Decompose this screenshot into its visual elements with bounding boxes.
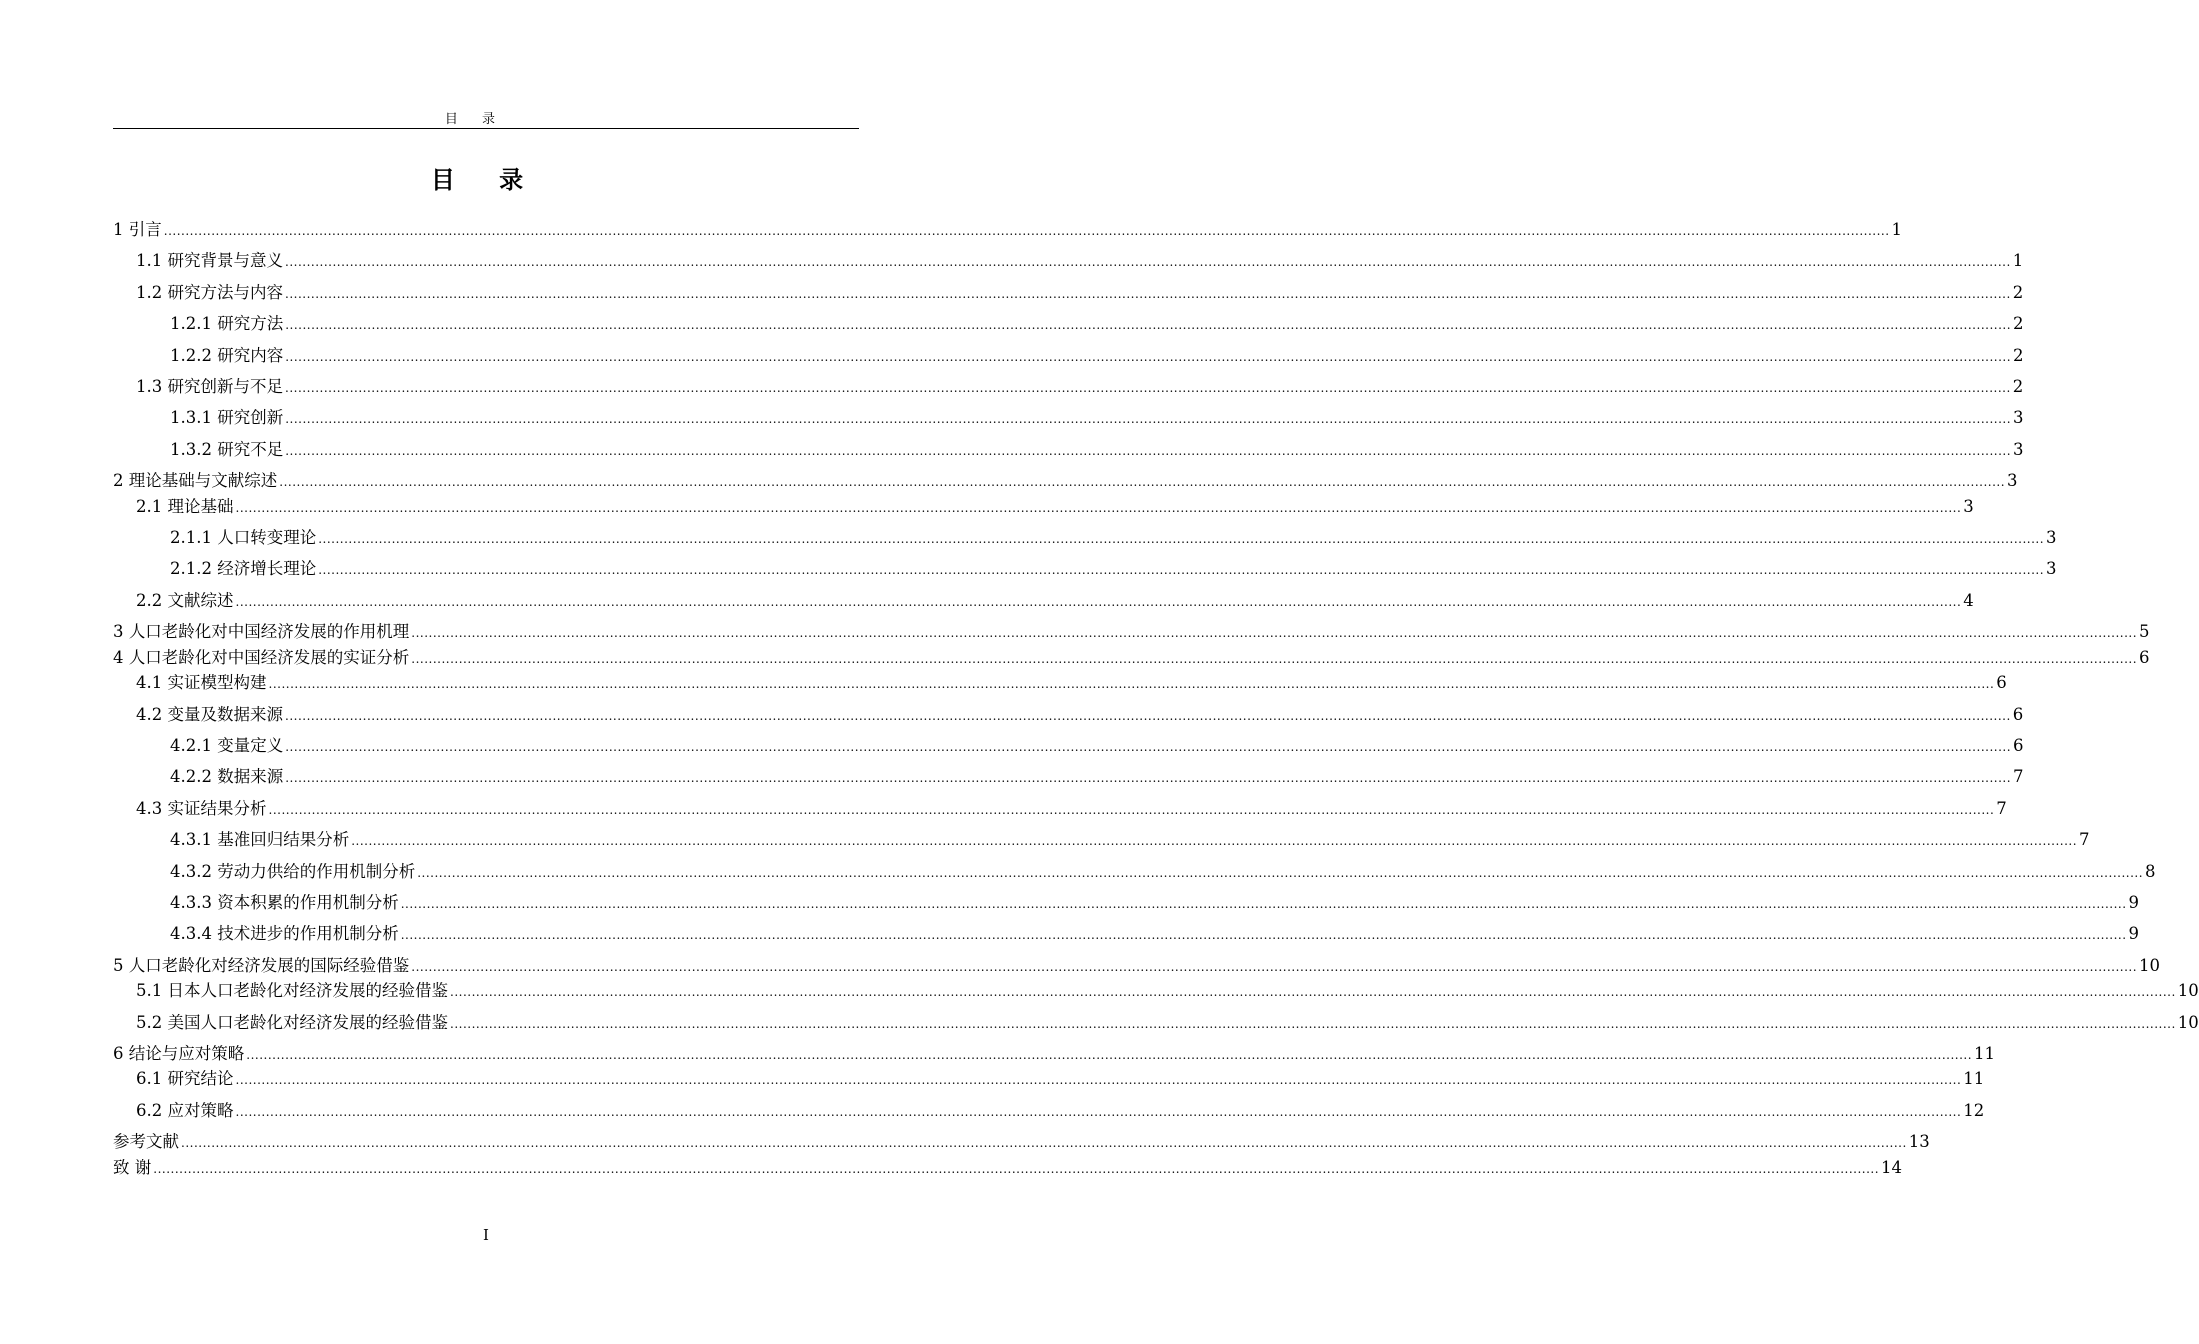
toc-leader-dots: ................................................................................................................................................................................................................................................................................................................................................................................................................ — [153, 1161, 1880, 1176]
toc-entry-label: 6.2 应对策略 — [136, 1100, 234, 1120]
toc-entry-label: 致 谢 — [113, 1157, 152, 1177]
toc-entry-page: 6 — [2139, 647, 2150, 667]
toc-leader-dots: ................................................................................................................................................................................................................................................................................................................................................................................................................ — [163, 224, 1890, 238]
toc-entry[interactable] — [113, 1097, 1985, 1128]
toc-entry-label: 5.1 日本人口老龄化对经济发展的经验借鉴 — [136, 981, 448, 1001]
toc-leader-dots: ................................................................................................................................................................................................................................................................................................................................................................................................................ — [268, 677, 1995, 692]
toc-leader-dots: ................................................................................................................................................................................................................................................................................................................................................................................................................ — [450, 1016, 2176, 1031]
toc-leader-dots: ................................................................................................................................................................................................................................................................................................................................................................................................................ — [400, 896, 2127, 911]
toc-entry-page: 3 — [2046, 528, 2057, 548]
toc-entry[interactable] — [113, 763, 2024, 794]
toc-entry[interactable] — [113, 436, 2024, 467]
toc-entry-page: 7 — [2079, 830, 2090, 850]
toc-entry[interactable] — [113, 1128, 1930, 1154]
toc-entry-page: 7 — [2013, 767, 2024, 787]
toc-leader-dots: ................................................................................................................................................................................................................................................................................................................................................................................................................ — [411, 651, 2138, 666]
toc-entry[interactable] — [113, 467, 2018, 493]
toc-entry-page: 3 — [2013, 408, 2024, 428]
toc-leader-dots: ................................................................................................................................................................................................................................................................................................................................................................................................................ — [285, 412, 2012, 427]
toc-entry-page: 6 — [2013, 735, 2024, 755]
toc-leader-dots: ................................................................................................................................................................................................................................................................................................................................................................................................................ — [411, 959, 2138, 974]
toc-entry-page: 10 — [2177, 981, 2199, 1001]
toc-entry[interactable] — [113, 1040, 1996, 1066]
toc-entry-label: 5 人口老龄化对经济发展的国际经验借鉴 — [113, 955, 410, 975]
toc-entry[interactable] — [113, 858, 2156, 889]
header-rule — [113, 128, 859, 129]
toc-entry-label: 1.3.2 研究不足 — [170, 439, 284, 459]
toc-entry-label: 6 结论与应对策略 — [113, 1043, 245, 1063]
toc-entry-page: 2 — [2012, 282, 2024, 302]
toc-entry[interactable] — [113, 247, 2024, 278]
toc-entry[interactable] — [113, 555, 2057, 586]
toc-leader-dots: ................................................................................................................................................................................................................................................................................................................................................................................................................ — [285, 771, 2012, 786]
toc-leader-dots: ................................................................................................................................................................................................................................................................................................................................................................................................................ — [417, 865, 2144, 880]
toc-entry[interactable] — [113, 618, 2150, 644]
toc-leader-dots: ................................................................................................................................................................................................................................................................................................................................................................................................................ — [400, 928, 2127, 943]
toc-leader-dots: ................................................................................................................................................................................................................................................................................................................................................................................................................ — [235, 594, 1962, 609]
toc-entry[interactable] — [113, 1009, 2199, 1040]
toc-entry-page: 12 — [1963, 1100, 1985, 1120]
toc-entry[interactable] — [113, 952, 2161, 978]
toc-entry-label: 2.1 理论基础 — [136, 496, 234, 516]
toc-entry-page: 10 — [2177, 1012, 2199, 1032]
toc-entry-page: 5 — [2139, 622, 2150, 642]
toc-entry-label: 4.2.2 数据来源 — [170, 767, 284, 787]
toc-leader-dots: ................................................................................................................................................................................................................................................................................................................................................................................................................ — [285, 739, 2012, 754]
toc-entry[interactable] — [113, 644, 2150, 670]
toc-entry-label: 4.3.4 技术进步的作用机制分析 — [170, 924, 399, 944]
toc-entry-label: 1.2.1 研究方法 — [170, 314, 284, 334]
toc-entry[interactable] — [113, 977, 2199, 1008]
toc-entry-page: 3 — [2046, 559, 2057, 579]
toc-entry-page: 3 — [1963, 496, 1974, 516]
toc-leader-dots: ................................................................................................................................................................................................................................................................................................................................................................................................................ — [235, 500, 1962, 515]
toc-entry-label: 1.1 研究背景与意义 — [136, 251, 283, 271]
toc-entry[interactable] — [113, 889, 2140, 920]
toc-entry-page: 14 — [1881, 1157, 1903, 1177]
toc-leader-dots: ................................................................................................................................................................................................................................................................................................................................................................................................................ — [285, 443, 2012, 458]
toc-entry[interactable] — [113, 701, 2024, 732]
toc-leader-dots: ................................................................................................................................................................................................................................................................................................................................................................................................................ — [285, 255, 2011, 270]
toc-entry-page: 4 — [1963, 590, 1974, 610]
toc-entry[interactable] — [113, 404, 2024, 435]
toc-entry-label: 4 人口老龄化对中国经济发展的实证分析 — [113, 647, 410, 667]
toc-entry[interactable] — [113, 732, 2024, 763]
toc-entry[interactable] — [113, 920, 2140, 951]
toc-entry-label: 参考文献 — [113, 1132, 179, 1152]
toc-entry[interactable] — [113, 216, 1903, 247]
toc-leader-dots: ................................................................................................................................................................................................................................................................................................................................................................................................................ — [411, 626, 2138, 641]
toc-entry-label: 4.3.1 基准回归结果分析 — [170, 830, 350, 850]
toc-entry-label: 5.2 美国人口老龄化对经济发展的经验借鉴 — [136, 1012, 448, 1032]
toc-entry-page: 1 — [1891, 220, 1903, 239]
toc-entry-page: 9 — [2128, 892, 2140, 912]
toc-entry-label: 3 人口老龄化对中国经济发展的作用机理 — [113, 622, 410, 642]
toc-entry-label: 4.2 变量及数据来源 — [136, 704, 283, 724]
toc-entry-label: 4.3.2 劳动力供给的作用机制分析 — [170, 861, 416, 881]
toc-entry-label: 4.1 实证模型构建 — [136, 673, 267, 693]
toc-entry-label: 4.3 实证结果分析 — [136, 798, 267, 818]
toc-entry[interactable] — [113, 669, 2007, 700]
toc-entry-page: 1 — [2012, 251, 2024, 271]
toc-entry[interactable] — [113, 342, 2024, 373]
toc-entry[interactable] — [113, 310, 2024, 341]
toc-entry-label: 4.3.3 资本积累的作用机制分析 — [170, 892, 399, 912]
toc-entry[interactable] — [113, 1065, 1985, 1096]
toc-leader-dots: ................................................................................................................................................................................................................................................................................................................................................................................................................ — [318, 532, 2045, 547]
toc-entry-page: 2 — [2013, 345, 2024, 365]
toc-entry-page: 8 — [2145, 861, 2156, 881]
toc-entry-page: 9 — [2128, 924, 2140, 944]
toc-leader-dots: ................................................................................................................................................................................................................................................................................................................................................................................................................ — [351, 834, 2078, 849]
toc-leader-dots: ................................................................................................................................................................................................................................................................................................................................................................................................................ — [285, 380, 2011, 395]
toc-entry-page: 7 — [1996, 798, 2007, 818]
toc-leader-dots: ................................................................................................................................................................................................................................................................................................................................................................................................................ — [235, 1073, 1962, 1088]
toc-entry[interactable] — [113, 373, 2024, 404]
toc-entry-page: 11 — [1963, 1069, 1985, 1089]
toc-leader-dots: ................................................................................................................................................................................................................................................................................................................................................................................................................ — [285, 708, 2011, 723]
toc-entry-label: 1.2 研究方法与内容 — [136, 282, 283, 302]
toc-leader-dots: ................................................................................................................................................................................................................................................................................................................................................................................................................ — [285, 286, 2011, 301]
toc-entry-label: 1.3.1 研究创新 — [170, 408, 284, 428]
toc-entry[interactable] — [113, 826, 2090, 857]
table-of-contents — [113, 216, 2199, 1179]
toc-entry[interactable] — [113, 493, 1974, 524]
page-title: 目 录 — [430, 166, 542, 194]
toc-entry-page: 13 — [1908, 1132, 1930, 1152]
toc-entry-label: 2.2 文献综述 — [136, 590, 234, 610]
toc-entry[interactable] — [113, 524, 2057, 555]
toc-leader-dots: ................................................................................................................................................................................................................................................................................................................................................................................................................ — [181, 1136, 1907, 1151]
toc-entry-page: 11 — [1974, 1043, 1996, 1063]
toc-leader-dots: ................................................................................................................................................................................................................................................................................................................................................................................................................ — [268, 802, 1995, 817]
toc-entry[interactable] — [113, 795, 2007, 826]
toc-leader-dots: ................................................................................................................................................................................................................................................................................................................................................................................................................ — [246, 1047, 1973, 1062]
toc-leader-dots: ................................................................................................................................................................................................................................................................................................................................................................................................................ — [285, 318, 2012, 333]
toc-entry-label: 2.1.2 经济增长理论 — [170, 559, 317, 579]
toc-entry-page: 3 — [2007, 471, 2018, 491]
running-header: 目 录 — [444, 112, 506, 127]
toc-entry-page: 6 — [1996, 673, 2007, 693]
toc-entry-label: 1.2.2 研究内容 — [170, 345, 284, 365]
toc-entry-page: 2 — [2013, 314, 2024, 334]
toc-entry-label: 1.3 研究创新与不足 — [136, 376, 283, 396]
toc-entry[interactable] — [113, 279, 2024, 310]
toc-entry-label: 2.1.1 人口转变理论 — [170, 528, 317, 548]
toc-entry-page: 10 — [2139, 955, 2161, 975]
toc-entry-page: 2 — [2012, 376, 2024, 396]
toc-entry[interactable] — [113, 587, 1974, 618]
toc-entry-label: 1 引言 — [113, 220, 162, 239]
toc-entry-label: 4.2.1 变量定义 — [170, 735, 284, 755]
toc-entry-label: 2 理论基础与文献综述 — [113, 471, 278, 491]
toc-entry[interactable] — [113, 1154, 1903, 1180]
toc-leader-dots: ................................................................................................................................................................................................................................................................................................................................................................................................................ — [318, 563, 2045, 578]
toc-leader-dots: ................................................................................................................................................................................................................................................................................................................................................................................................................ — [279, 475, 2006, 490]
page-number: I — [483, 1226, 489, 1244]
toc-entry-page: 6 — [2012, 704, 2024, 724]
toc-leader-dots: ................................................................................................................................................................................................................................................................................................................................................................................................................ — [450, 985, 2176, 1000]
toc-entry-page: 3 — [2013, 439, 2024, 459]
toc-leader-dots: ................................................................................................................................................................................................................................................................................................................................................................................................................ — [235, 1104, 1962, 1119]
toc-leader-dots: ................................................................................................................................................................................................................................................................................................................................................................................................................ — [285, 349, 2012, 364]
toc-entry-label: 6.1 研究结论 — [136, 1069, 234, 1089]
